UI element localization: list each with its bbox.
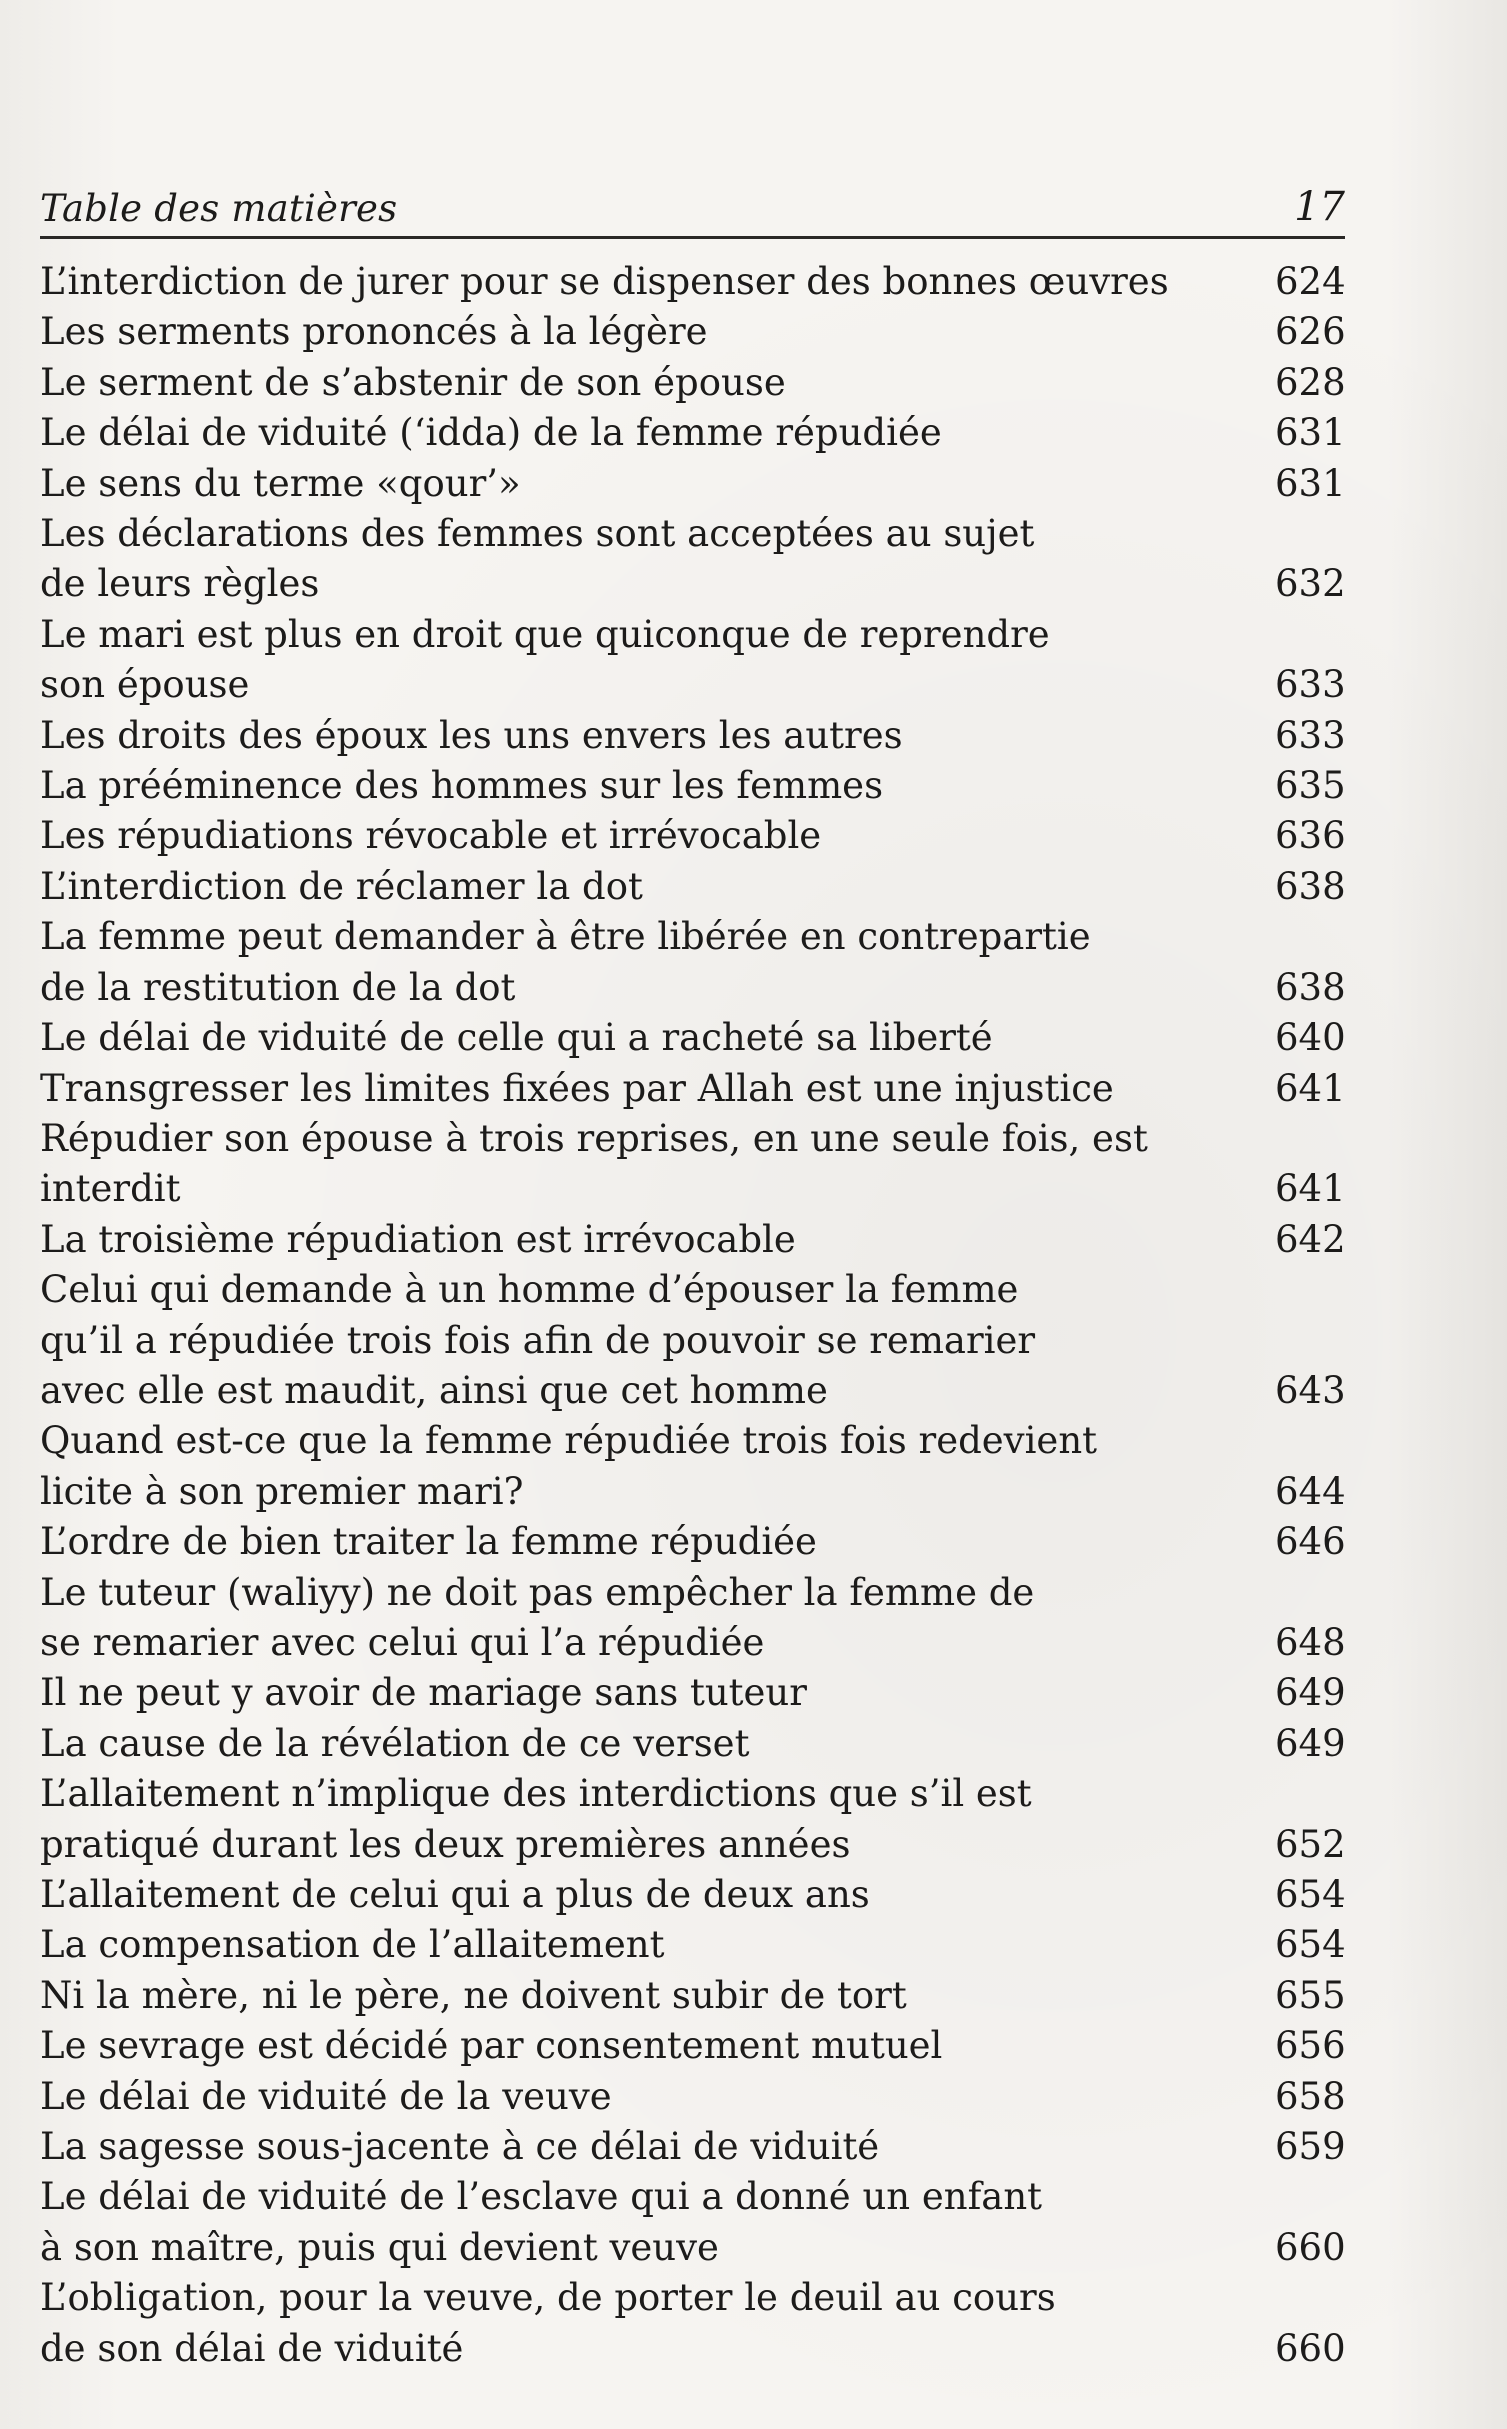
toc-entry-page: 640 — [1275, 1016, 1346, 1060]
toc-entry-page: 660 — [1275, 2225, 1346, 2269]
toc-entry-page: 641 — [1275, 1167, 1346, 1211]
toc-entry-page: 635 — [1275, 764, 1346, 808]
toc-entry-title: La compensation de l’allaitement — [40, 1923, 665, 1967]
toc-entry — [40, 811, 1345, 861]
toc-entry-title: Quand est-ce que la femme répudiée trois fois redevient licite à son premier mari? — [40, 1419, 1098, 1513]
running-header — [40, 168, 1345, 239]
toc-entry — [40, 711, 1345, 761]
toc-entry-page: 646 — [1275, 1520, 1346, 1564]
toc-entry-page: 636 — [1275, 814, 1346, 858]
header-page-number: 17 — [1294, 184, 1345, 230]
toc-entry-title: L’interdiction de réclamer la dot — [40, 864, 643, 908]
toc-entry-title: L’interdiction de jurer pour se dispenser des bonnes œuvres — [40, 260, 1169, 303]
toc-entry-page: 631 — [1275, 461, 1346, 505]
toc-entry-page: 638 — [1275, 965, 1346, 1009]
toc-entry-page: 660 — [1275, 2326, 1346, 2370]
toc-entry-page: 633 — [1275, 663, 1346, 707]
toc-entry-page: 638 — [1275, 864, 1346, 908]
toc-entry — [40, 459, 1345, 509]
toc-entry-title: Le sens du terme «qour’» — [40, 461, 521, 505]
toc-entry-title: Celui qui demande à un homme d’épouser la femme qu’il a répudiée trois fois afin de pouvoir se remarier avec elle est maudit, ainsi que cet homme — [40, 1268, 1036, 1412]
toc-entry-page: 655 — [1275, 1973, 1346, 2017]
toc-entry-title: Les répudiations révocable et irrévocable — [40, 814, 822, 858]
toc-entry-page: 641 — [1275, 1066, 1346, 1110]
toc-entry — [40, 1668, 1345, 1718]
toc-entry-title: Les serments prononcés à la légère — [40, 310, 708, 354]
toc-entry-title: Le mari est plus en droit que quiconque de reprendre son épouse — [40, 612, 1050, 707]
toc-entry-title: L’obligation, pour la veuve, de porter le deuil au cours de son délai de viduité — [40, 2276, 1056, 2370]
toc-entry-title: Le serment de s’abstenir de son épouse — [40, 360, 786, 404]
toc-entry-page: 633 — [1275, 713, 1346, 757]
toc-entry-page: 649 — [1275, 1671, 1346, 1715]
toc-entry — [40, 408, 1345, 458]
toc-entry-page: 654 — [1275, 1923, 1346, 1967]
toc-entry — [40, 1517, 1345, 1567]
toc-entry — [40, 1971, 1345, 2021]
toc-entry — [40, 610, 1345, 711]
toc-entry — [40, 307, 1345, 357]
toc-entry — [40, 2172, 1345, 2273]
toc-entry — [40, 1920, 1345, 1970]
toc-entry — [40, 1265, 1345, 1416]
toc-entry-page: 656 — [1275, 2024, 1346, 2068]
toc-entry-page: 632 — [1275, 562, 1346, 606]
toc-entry-title: L’ordre de bien traiter la femme répudiée — [40, 1520, 817, 1564]
toc-entry-title: La sagesse sous-jacente à ce délai de viduité — [40, 2125, 880, 2169]
toc-entry-page: 642 — [1275, 1217, 1346, 1261]
toc-entry-title: Le tuteur (waliyy) ne doit pas empêcher la femme de se remarier avec celui qui l’a répudiée — [40, 1570, 1035, 1664]
toc-entry-title: L’allaitement n’implique des interdictions que s’il est pratiqué durant les deux premières années — [40, 1772, 1032, 1866]
toc-entry-title: Le délai de viduité de celle qui a racheté sa liberté — [40, 1016, 993, 1060]
toc-entry — [40, 2273, 1345, 2374]
toc-entry — [40, 1568, 1345, 1669]
toc-entry — [40, 761, 1345, 811]
toc-entry — [40, 2122, 1345, 2172]
header-title: Table des matières — [40, 187, 398, 230]
toc-entry-title: La prééminence des hommes sur les femmes — [40, 764, 884, 808]
toc-entry-page: 643 — [1275, 1368, 1346, 1412]
toc-entry-page: 648 — [1275, 1620, 1346, 1664]
toc-entry — [40, 2072, 1345, 2122]
toc-entry-page: 624 — [1275, 260, 1346, 303]
toc-entry-title: Transgresser les limites fixées par Allah est une injustice — [40, 1066, 1114, 1110]
toc-entry — [40, 1215, 1345, 1265]
toc-entry — [40, 509, 1345, 610]
toc-entry-title: Le sevrage est décidé par consentement mutuel — [40, 2024, 943, 2068]
toc-entry-title: Répudier son épouse à trois reprises, en une seule fois, est interdit — [40, 1116, 1148, 1211]
toc-entry-title: Le délai de viduité de l’esclave qui a donné un enfant à son maître, puis qui devient veuve — [40, 2175, 1043, 2269]
toc-entry-title: Le délai de viduité (‘idda) de la femme répudiée — [40, 411, 942, 455]
toc-entry-title: L’allaitement de celui qui a plus de deux ans — [40, 1873, 870, 1916]
toc-entry-page: 626 — [1275, 310, 1346, 354]
toc-entry-title: La troisième répudiation est irrévocable — [40, 1217, 796, 1261]
toc-entry — [40, 912, 1345, 1013]
toc-entry-title: La femme peut demander à être libérée en contrepartie de la restitution de la dot — [40, 915, 1091, 1009]
toc-entry-title: La cause de la révélation de ce verset — [40, 1721, 750, 1765]
toc-entry-title: Les déclarations des femmes sont acceptées au sujet de leurs règles — [40, 512, 1035, 606]
toc-entry — [40, 1719, 1345, 1769]
toc-entry-page: 659 — [1275, 2125, 1346, 2169]
toc-entry — [40, 2021, 1345, 2071]
toc-entry — [40, 1870, 1345, 1920]
toc-entry — [40, 1769, 1345, 1870]
toc-entry-title: Les droits des époux les uns envers les autres — [40, 713, 903, 757]
toc-entry-page: 644 — [1275, 1469, 1346, 1513]
table-of-contents — [40, 257, 1345, 2374]
toc-entry-page: 654 — [1275, 1873, 1346, 1916]
toc-entry-page: 628 — [1275, 360, 1346, 404]
toc-entry-page: 652 — [1275, 1822, 1346, 1866]
toc-entry-page: 658 — [1275, 2074, 1346, 2118]
toc-entry-page: 631 — [1275, 411, 1346, 455]
toc-entry — [40, 257, 1345, 307]
toc-entry-title: Le délai de viduité de la veuve — [40, 2074, 612, 2118]
toc-entry — [40, 1114, 1345, 1215]
toc-entry — [40, 1416, 1345, 1517]
toc-entry — [40, 1013, 1345, 1063]
toc-entry-page: 649 — [1275, 1721, 1346, 1765]
toc-entry — [40, 1064, 1345, 1114]
toc-entry-title: Ni la mère, ni le père, ne doivent subir de tort — [40, 1973, 907, 2017]
toc-entry-title: Il ne peut y avoir de mariage sans tuteur — [40, 1671, 807, 1715]
toc-entry — [40, 862, 1345, 912]
toc-entry — [40, 358, 1345, 408]
